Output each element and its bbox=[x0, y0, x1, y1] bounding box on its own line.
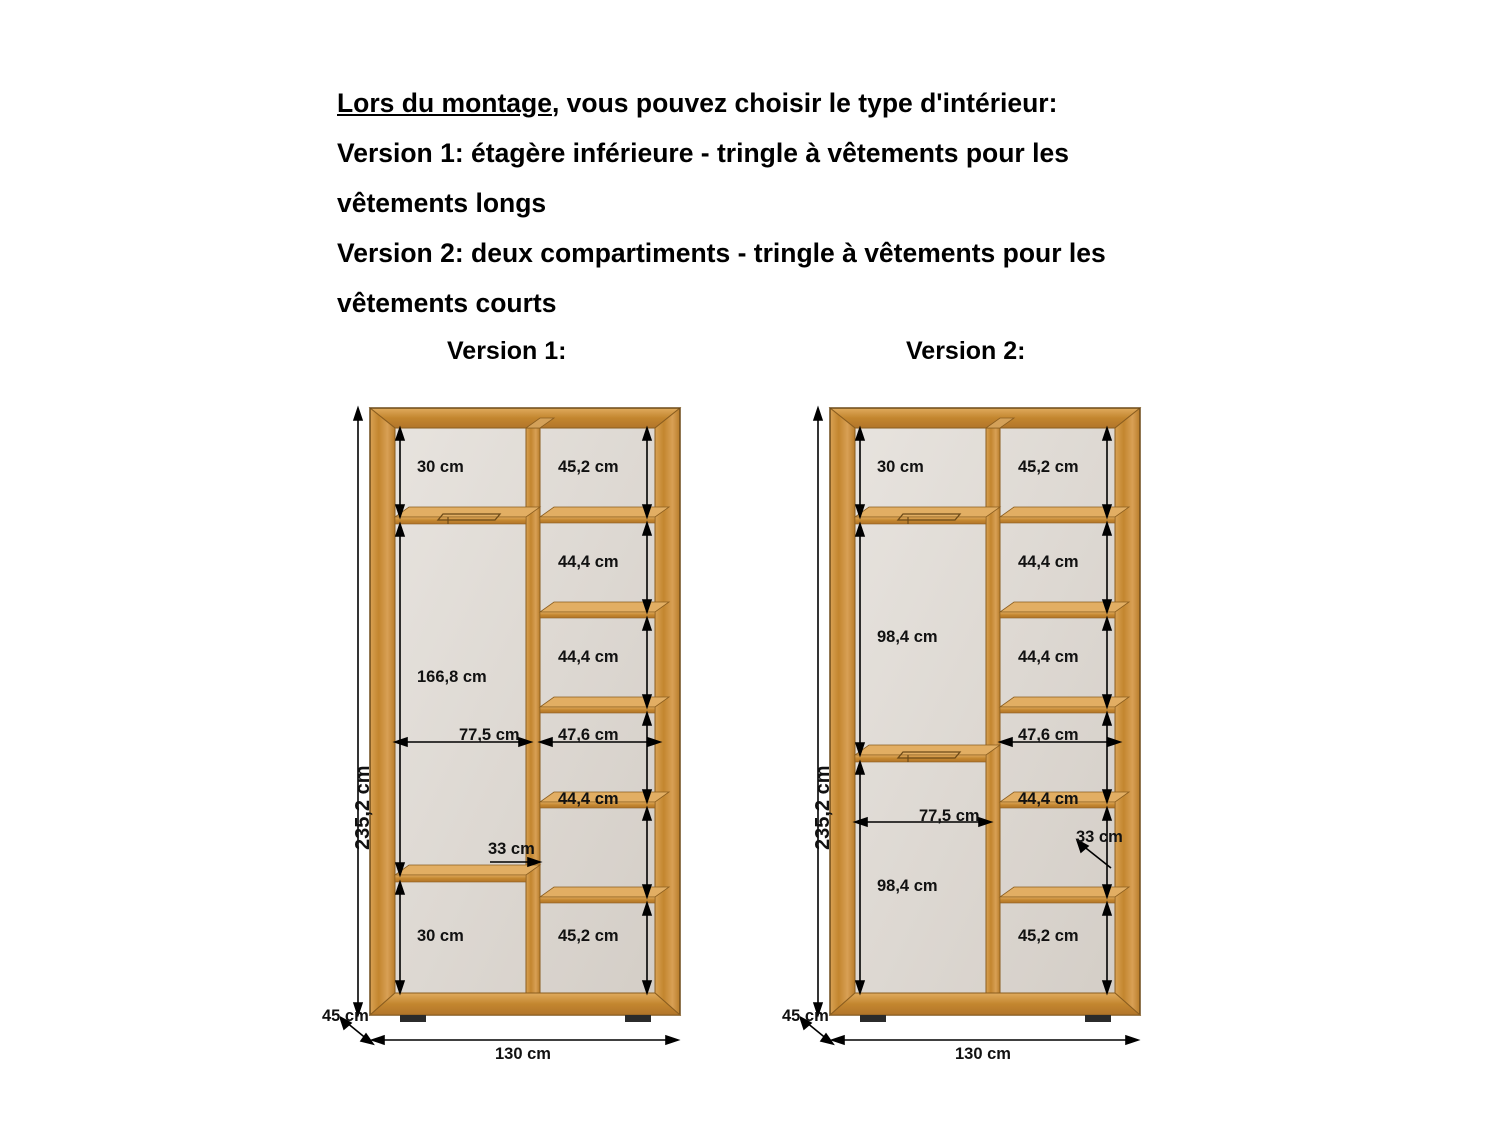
intro-text-block bbox=[337, 78, 1207, 328]
v1-depth-label: 45 cm bbox=[322, 1007, 369, 1025]
v1-left-top-label: 30 cm bbox=[417, 458, 464, 476]
v2-left-lower-label: 98,4 cm bbox=[877, 877, 938, 895]
wardrobe-diagram-version-2 bbox=[782, 390, 1200, 1070]
v2-left-width-label: 77,5 cm bbox=[919, 807, 980, 825]
v1-total-height-label: 235,2 cm bbox=[352, 765, 374, 850]
v1-right-shelf-2-label: 44,4 cm bbox=[558, 553, 619, 571]
v2-right-shelf-4-label: 44,4 cm bbox=[1018, 790, 1079, 808]
v2-total-width-label: 130 cm bbox=[955, 1045, 1011, 1063]
v2-left-upper-label: 98,4 cm bbox=[877, 628, 938, 646]
v2-right-width-label: 47,6 cm bbox=[1018, 726, 1079, 744]
v2-right-shelf-3-label: 44,4 cm bbox=[1018, 648, 1079, 666]
v2-shelf-depth-label: 33 cm bbox=[1076, 828, 1123, 846]
v2-left-top-label: 30 cm bbox=[877, 458, 924, 476]
intro-line-2: Version 1: étagère inférieure - tringle à vêtements pour les vêtements longs bbox=[337, 138, 1069, 218]
v2-right-shelf-1-label: 45,2 cm bbox=[1018, 458, 1079, 476]
intro-line-3: Version 2: deux compartiments - tringle à vêtements pour les vêtements courts bbox=[337, 238, 1106, 318]
v1-left-middle-label: 166,8 cm bbox=[417, 668, 487, 686]
version-1-title: Version 1: bbox=[447, 337, 567, 365]
v1-left-bottom-label: 30 cm bbox=[417, 927, 464, 945]
v1-right-shelf-1-label: 45,2 cm bbox=[558, 458, 619, 476]
v1-right-width-label: 47,6 cm bbox=[558, 726, 619, 744]
v1-total-width-label: 130 cm bbox=[495, 1045, 551, 1063]
v1-right-shelf-3-label: 44,4 cm bbox=[558, 648, 619, 666]
version-2-title: Version 2: bbox=[906, 337, 1026, 365]
v2-right-shelf-5-label: 45,2 cm bbox=[1018, 927, 1079, 945]
v1-shelf-depth-label: 33 cm bbox=[488, 840, 535, 858]
intro-line-1-rest: , vous pouvez choisir le type d'intérieur: bbox=[551, 88, 1058, 118]
v1-right-shelf-4-label: 44,4 cm bbox=[558, 790, 619, 808]
intro-line-1 bbox=[337, 78, 1207, 128]
v2-right-shelf-2-label: 44,4 cm bbox=[1018, 553, 1079, 571]
intro-line-1-underlined: Lors du montage bbox=[337, 88, 552, 118]
v1-left-width-label: 77,5 cm bbox=[459, 726, 520, 744]
v1-right-shelf-5-label: 45,2 cm bbox=[558, 927, 619, 945]
wardrobe-diagram-version-1 bbox=[322, 390, 740, 1070]
v2-depth-label: 45 cm bbox=[782, 1007, 829, 1025]
v2-total-height-label: 235,2 cm bbox=[812, 765, 834, 850]
